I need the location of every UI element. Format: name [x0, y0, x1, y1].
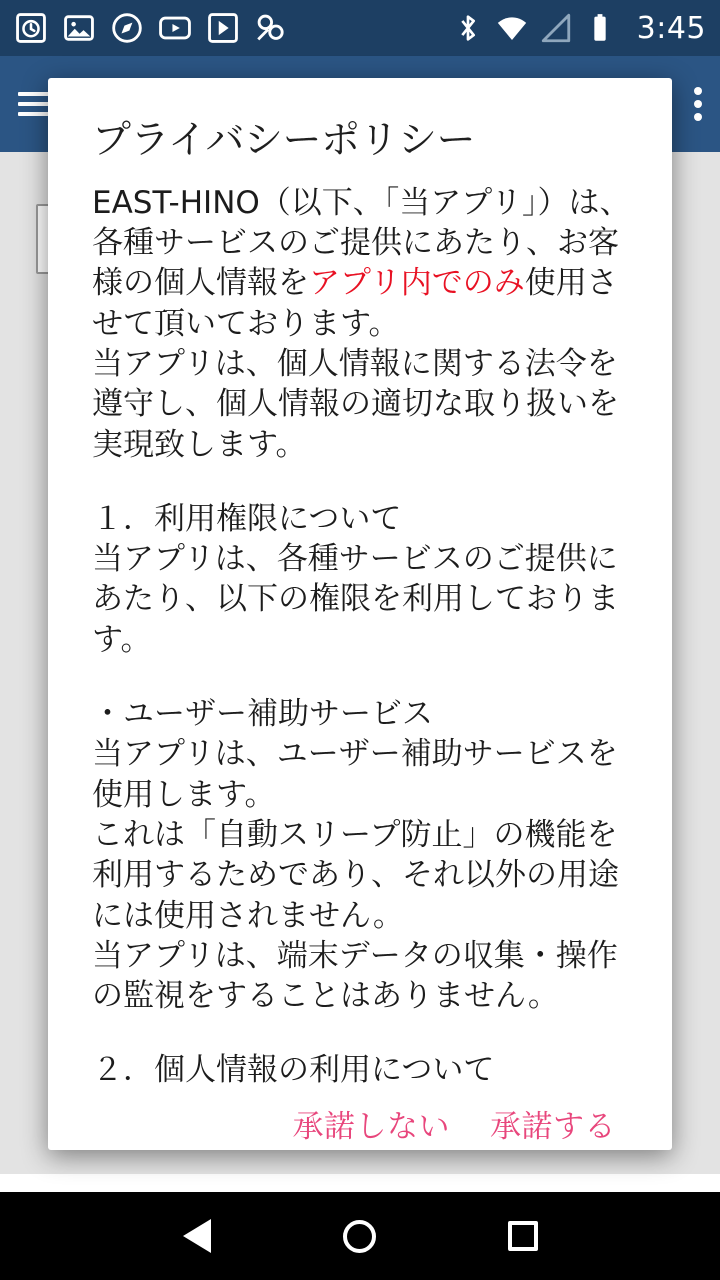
dialog-blank-line — [92, 1016, 632, 1050]
back-icon[interactable] — [183, 1219, 211, 1253]
status-clock: 3:45 — [636, 10, 706, 46]
dialog-paragraph: 当アプリは、端末データの収集・操作の監視をすることはありません。 — [92, 937, 618, 1015]
signal-icon — [539, 11, 573, 45]
dialog-highlight-text: アプリ内でのみ — [309, 265, 525, 302]
dialog-paragraph: ２．個人情報の利用について — [92, 1052, 495, 1089]
dialog-paragraph: １．利用権限について — [92, 500, 402, 537]
dialog-paragraph: 当アプリは、個人情報に関する法令を遵守し、個人情報の適切な取り扱いを実現致します。 — [92, 345, 619, 463]
dialog-blank-line — [92, 660, 632, 694]
status-notification-icons — [14, 11, 288, 45]
photos-icon — [62, 11, 96, 45]
alarm-clock-icon — [14, 11, 48, 45]
dialog-title: プライバシーポリシー — [92, 118, 476, 163]
dialog-body-scroll[interactable] — [48, 183, 672, 1091]
dialog-paragraph: EAST-HINO（以下、「当アプリ」）は、各種サービスのご提供にあたり、お客様の個人情報をアプリ内でのみ使用させて頂いております。 — [92, 184, 631, 342]
bluetooth-icon — [451, 11, 485, 45]
accept-button[interactable]: 承諾する — [476, 1091, 630, 1156]
play-store-icon — [206, 11, 240, 45]
status-bar — [0, 0, 720, 56]
status-system-icons — [451, 11, 706, 46]
dialog-paragraph: これは「自動スリープ防止」の機能を利用するためであり、それ以外の用途には使用されません。 — [92, 816, 619, 934]
content-bottom-bar — [0, 1174, 720, 1192]
wifi-icon — [495, 11, 529, 45]
battery-icon — [583, 11, 617, 45]
dialog-paragraph: 当アプリは、ユーザー補助サービスを使用します。 — [92, 736, 618, 813]
decline-button[interactable]: 承諾しない — [279, 1091, 465, 1156]
navigation-bar — [0, 1192, 720, 1280]
privacy-policy-dialog — [48, 78, 672, 1150]
recents-icon[interactable] — [508, 1221, 538, 1251]
dialog-paragraph: ・ユーザー補助サービス — [92, 696, 433, 733]
home-icon[interactable] — [343, 1220, 376, 1253]
analytics-icon — [254, 11, 288, 45]
youtube-icon — [158, 11, 192, 45]
dialog-blank-line — [92, 465, 632, 499]
dialog-paragraph: 当アプリは、各種サービスのご提供にあたり、以下の権限を利用しております。 — [92, 541, 619, 658]
overflow-menu-icon[interactable] — [694, 82, 702, 126]
compass-icon — [110, 11, 144, 45]
dialog-action-bar — [48, 1091, 672, 1156]
